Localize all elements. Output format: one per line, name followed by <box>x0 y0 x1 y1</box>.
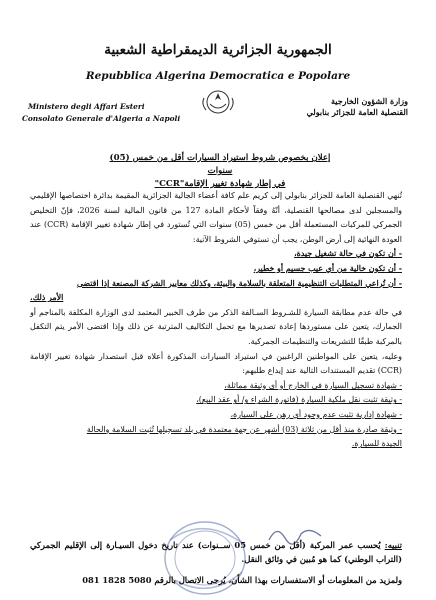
condition-1: - أن تكون في حالة تشغيل جيدة، <box>294 249 402 259</box>
title-line-2: في إطار شهادة تغيير الإقامة"CCR" <box>154 179 286 189</box>
algeria-emblem-icon <box>198 88 238 116</box>
republic-arabic: الجمهورية الجزائرية الديمقراطية الشعبية <box>104 42 332 58</box>
condition-3-end: الأمر ذلك. <box>30 293 64 303</box>
contact-text: ولمزيد من المعلومات أو الاستفسارات بهذا الشأن، يُرجى الاتصال بالرقم <box>154 575 402 585</box>
document-4: - وثيقة صادرة منذ أقل من ثلاثة (03) أشهر عن جهة معتمدة في بلد تسجيلها تُثبت السلامة والحالة <box>86 424 402 434</box>
republic-italian: Repubblica Algerina Democratica e Popolare <box>85 70 351 82</box>
ministry-header-italian <box>22 101 180 125</box>
ministry-italian: Ministero degli Affari Esteri <box>28 102 145 111</box>
documents-intro-paragraph: وعليه، يتعين على المواطنين الراغبين في استيراد السيارات المذكورة أعلاه قبل استصدار شهادة تغيير الإقامة (CCR) تقديم المستندات التالية عند إيداع طلبهم: <box>30 351 402 376</box>
document-3: - شهادة إدارية تثبت عدم وجود أي رهن على السيارة، <box>230 409 402 419</box>
condition-2: - أن تكون خالية من أي عيب جسيم أو خطير، <box>253 263 402 273</box>
announcement-body <box>30 189 402 452</box>
intro-paragraph: تُنهي القنصلية العامة للجزائر بنابولي إلى كريم علم كافة أعضاء الجالية الجزائرية المقيمة بدائرة اختصاصها الإقليمي والمسجلين لدى مصالحها القنصلية، أنّهُ وفقاً لأحكام المادة 127 من قانون المالية لسنة 2026، فإنّ التخليص الجمركي للمركبات المستعملة أقل من خمس (05) سنوات التي تُستورد في إطار شهادة تغيير الإقامة (CCR) عند العودة النهائية إلى أرض الوطن، يجب أن تستوفي الشروط الآتية: <box>30 191 402 244</box>
notice-paragraph <box>30 538 402 566</box>
document-2: - وثيقة تثبت نقل ملكية السيارة (فاتورة الشراء و/ أو عقد البيع)، <box>196 395 402 405</box>
non-compliance-paragraph: في حالة عدم مطابقة السيارة للشـروط السـالفة الذكر من طرف الخبير المعتمد لدى الوزارة المكلفة بالمناجم أو الجمارك، يتعين على مستوردها إعادة تصديرها مع تحمل التكاليف المترتبة عن ذلك وإذا اقتضى الأمر يتم التكفل بالمركبة طبقًا للتشريعات والتنظيمات الجمركية. <box>30 307 402 346</box>
announcement-title <box>104 152 336 191</box>
consulate-italian: Consolato Generale d'Algeria a Napoli <box>22 114 181 123</box>
contact-line <box>30 575 402 585</box>
title-line-1: إعلان بخصوص شروط استيراد السيارات أقل من خمس (05) سنوات <box>109 153 331 176</box>
condition-3: - أن تُراعي المتطلبات التنظيمية المتعلقة بالسلامة والبيئة، وكذلك معايير الشركة المصنعة إذا اقتضى <box>76 278 402 288</box>
document-1: - شهادة تسجيل السيارة في الخارج أو أي وثيقة مماثلة، <box>224 380 402 390</box>
ministry-header-arabic <box>307 96 408 118</box>
consulate-arabic: القنصلية العامة للجزائر بنابولي <box>306 107 408 117</box>
ministry-arabic: وزارة الشؤون الخارجية <box>330 96 408 106</box>
contact-phone[interactable]: 081 1828 5080 <box>82 575 152 585</box>
notice-text: يُحسب عمر المركبة (أقل من خمس 05 ســنوات) عند تاريخ دخول السيـارة إلى الإقليم الجمركي (التراب الوطني) كما هو مُبين في وثائق النقل. <box>30 540 402 564</box>
notice-label: تنبيه: <box>384 540 402 550</box>
document-4-end: الجيدة للسيارة. <box>351 439 402 449</box>
